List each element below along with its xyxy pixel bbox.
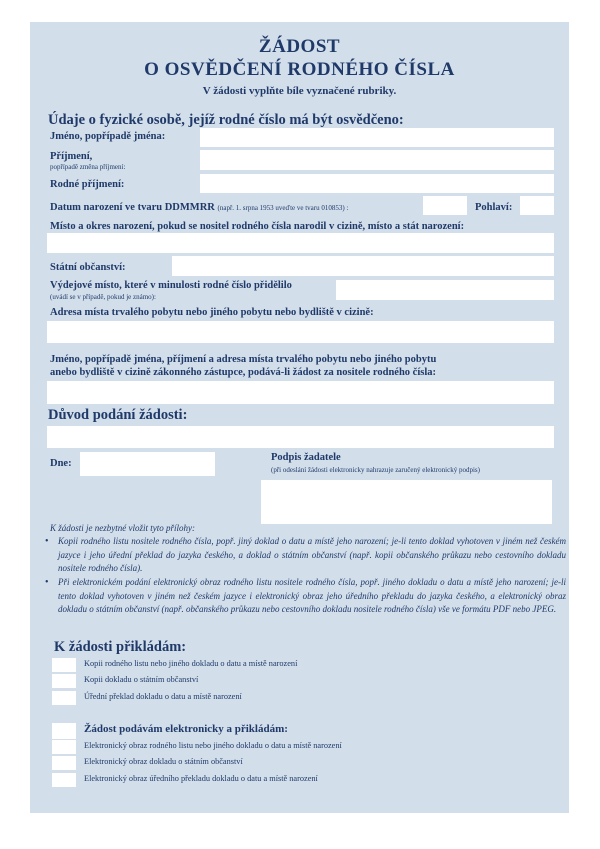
birth-surname-label: Rodné příjmení:	[50, 179, 125, 190]
attach-item-3: Úřední překlad dokladu o datu a místě narození	[84, 692, 242, 701]
dob-note: (např. 1. srpna 1953 uveďte ve tvaru 010853) :	[217, 204, 349, 212]
dob-label	[50, 202, 348, 213]
attach-heading: K žádosti přikládám:	[54, 639, 187, 655]
electronic-heading: Žádost podávám elektronicky a přikládám:	[84, 723, 288, 735]
person-heading: Údaje o fyzické osobě, jejíž rodné číslo má být osvědčeno:	[48, 112, 404, 128]
surname-label: Příjmení,	[50, 151, 93, 162]
signature-note: (při odeslání žádosti elektronicky nahrazuje zaručený elektronický podpis)	[271, 466, 480, 474]
reason-field[interactable]	[47, 426, 554, 448]
bullet-2-dot: •	[45, 577, 49, 588]
electronic-checkbox-1[interactable]	[52, 740, 76, 754]
signature-label: Podpis žadatele	[271, 452, 341, 463]
surname-field[interactable]	[200, 150, 554, 170]
electronic-checkbox-2[interactable]	[52, 756, 76, 770]
name-label: Jméno, popřípadě jména:	[50, 131, 166, 142]
date-field[interactable]	[80, 452, 215, 476]
form-sheet	[30, 22, 569, 813]
attach-checkbox-3[interactable]	[52, 691, 76, 705]
issuer-field[interactable]	[336, 280, 554, 300]
sex-label: Pohlaví:	[475, 202, 513, 213]
surname-note: popřípadě změna příjmení:	[50, 163, 126, 171]
rep-field[interactable]	[47, 381, 554, 404]
attach-checkbox-2[interactable]	[52, 674, 76, 688]
attach-checkbox-1[interactable]	[52, 658, 76, 672]
issuer-label: Výdejové místo, které v minulosti rodné číslo přidělilo	[50, 280, 292, 291]
electronic-item-1: Elektronický obraz rodného listu nebo jiného dokladu o datu a místě narození	[84, 741, 342, 750]
rep-label-line2: anebo bydliště v cizině zákonného zástupce, podává-li žádost za nositele rodného čísla:	[50, 367, 436, 378]
electronic-item-2: Elektronický obraz dokladu o státním občanství	[84, 757, 243, 766]
dob-field[interactable]	[423, 196, 467, 215]
electronic-checkbox[interactable]	[52, 723, 76, 739]
signature-field[interactable]	[261, 480, 552, 524]
attachments-bullet-1-text: Kopii rodného listu nositele rodného čísla, popř. jiný doklad o datu a místě jeho narození; je-li tento doklad vyhotoven v jiném než českém jazyce i jeho úřední překlad do jazyka českého, a doklad o státním občanství (např. kopii občanského průkazu nebo cestovního dokladu nositele rodného čísla).	[58, 536, 566, 573]
date-label: Dne:	[50, 458, 72, 469]
address-field[interactable]	[47, 321, 554, 343]
birth-surname-field[interactable]	[200, 174, 554, 193]
electronic-item-3: Elektronický obraz úředního překladu dokladu o datu a místě narození	[84, 774, 318, 783]
form-subtitle: V žádosti vyplňte bíle vyznačené rubriky.	[202, 85, 397, 97]
attachments-bullet-2-text: Při elektronickém podání elektronický obraz rodného listu nositele rodného čísla, popř. jiného dokladu o datu a místě jeho narození; je-li tento doklad vyhotoven v jiném než českém jazyce i elektronický obraz jeho úředního překladu do jazyka českého, a elektronický obraz dokladu o státním občanství (např. občanského průkazu nebo cestovního dokladu nositele rodného čísla) vše ve formátu PDF nebo JPEG.	[58, 577, 566, 614]
attach-item-1: Kopii rodného listu nebo jiného dokladu o datu a místě narození	[84, 659, 298, 668]
electronic-checkbox-3[interactable]	[52, 773, 76, 787]
citizenship-label: Státní občanství:	[50, 262, 126, 273]
sex-field[interactable]	[520, 196, 554, 215]
attachments-intro: K žádosti je nezbytné vložit tyto přílohy:	[50, 523, 195, 533]
name-field[interactable]	[200, 128, 554, 147]
rep-label-line1: Jméno, popřípadě jména, příjmení a adresa místa trvalého pobytu nebo jiného pobytu	[50, 354, 437, 365]
address-label: Adresa místa trvalého pobytu nebo jiného pobytu nebo bydliště v cizině:	[50, 307, 374, 318]
form-title-line1: ŽÁDOST	[258, 36, 341, 57]
attachments-bullet-1	[45, 535, 566, 576]
issuer-note: (uvádí se v případě, pokud je známo):	[50, 293, 156, 301]
birthplace-label: Místo a okres narození, pokud se nositel rodného čísla narodil v cizině, místo a stát narození:	[50, 221, 465, 232]
birthplace-field[interactable]	[47, 233, 554, 253]
form-title-line2: O OSVĚDČENÍ RODNÉHO ČÍSLA	[144, 59, 455, 80]
attachments-bullet-2	[45, 576, 566, 617]
dob-label-text: Datum narození ve tvaru DDMMRR	[50, 202, 215, 213]
citizenship-field[interactable]	[172, 256, 554, 276]
bullet-1-dot: •	[45, 536, 49, 547]
reason-heading: Důvod podání žádosti:	[48, 407, 188, 423]
attach-item-2: Kopii dokladu o státním občanství	[84, 675, 199, 684]
